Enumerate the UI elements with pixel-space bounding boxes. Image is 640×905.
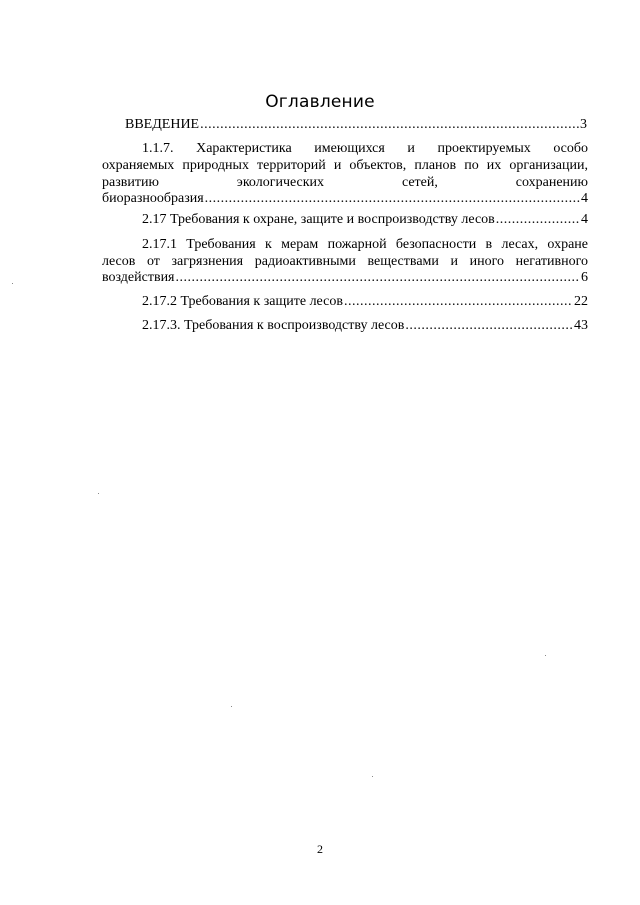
leader-dots — [200, 117, 579, 133]
leader-dots — [205, 191, 580, 207]
scan-speck — [372, 776, 373, 777]
leader-dots — [176, 270, 581, 286]
scan-speck — [12, 283, 13, 284]
toc-entry-label: 2.17.3. Требования к воспроизводству лесов — [142, 318, 405, 333]
toc-entry-label-line-3: воздействия — [102, 270, 175, 285]
toc-entry-2-17-3[interactable] — [142, 318, 588, 335]
scan-speck — [231, 706, 232, 707]
toc-entry-label-line-2: охраняемых природных территорий и объектов, планов по их организации, — [102, 158, 588, 173]
toc-page-number: 4 — [581, 191, 588, 206]
toc-entry-1-1-7[interactable] — [102, 140, 588, 208]
toc-entry-label: 2.17 Требования к охране, защите и воспроизводству лесов — [142, 212, 495, 227]
toc-page-number: 43 — [574, 318, 588, 333]
toc-entry-label-line-1: 2.17.1 Требования к мерам пожарной безопасности в лесах, охране — [142, 237, 588, 252]
leader-dots — [405, 318, 573, 334]
scan-speck — [545, 655, 546, 656]
toc-entry-label: ВВЕДЕНИЕ — [125, 117, 200, 132]
toc-page-number: 6 — [581, 270, 588, 285]
toc-entry-label-line-1: 1.1.7. Характеристика имеющихся и проектируемых особо — [142, 141, 588, 156]
toc-page-number: 4 — [581, 212, 588, 227]
toc-page-number: 3 — [580, 117, 587, 132]
toc-title: Оглавление — [265, 92, 375, 112]
toc-entry-label-line-3: развитию экологических сетей, сохранению — [102, 175, 588, 190]
toc-entry-2-17[interactable] — [142, 212, 588, 229]
page-number: 2 — [317, 842, 323, 856]
toc-entry-label: 2.17.2 Требования к защите лесов — [142, 294, 343, 309]
leader-dots — [344, 294, 573, 310]
toc-entry-label-line-4: биоразнообразия — [102, 191, 204, 206]
toc-page-number: 22 — [574, 294, 588, 309]
toc-entry-introduction[interactable] — [125, 117, 587, 134]
toc-entry-2-17-1[interactable] — [102, 236, 588, 287]
toc-entry-2-17-2[interactable] — [142, 294, 588, 311]
scan-speck — [98, 493, 99, 494]
toc-entry-label-line-2: лесов от загрязнения радиоактивными веществами и иного негативного — [102, 254, 588, 269]
leader-dots — [496, 212, 580, 228]
